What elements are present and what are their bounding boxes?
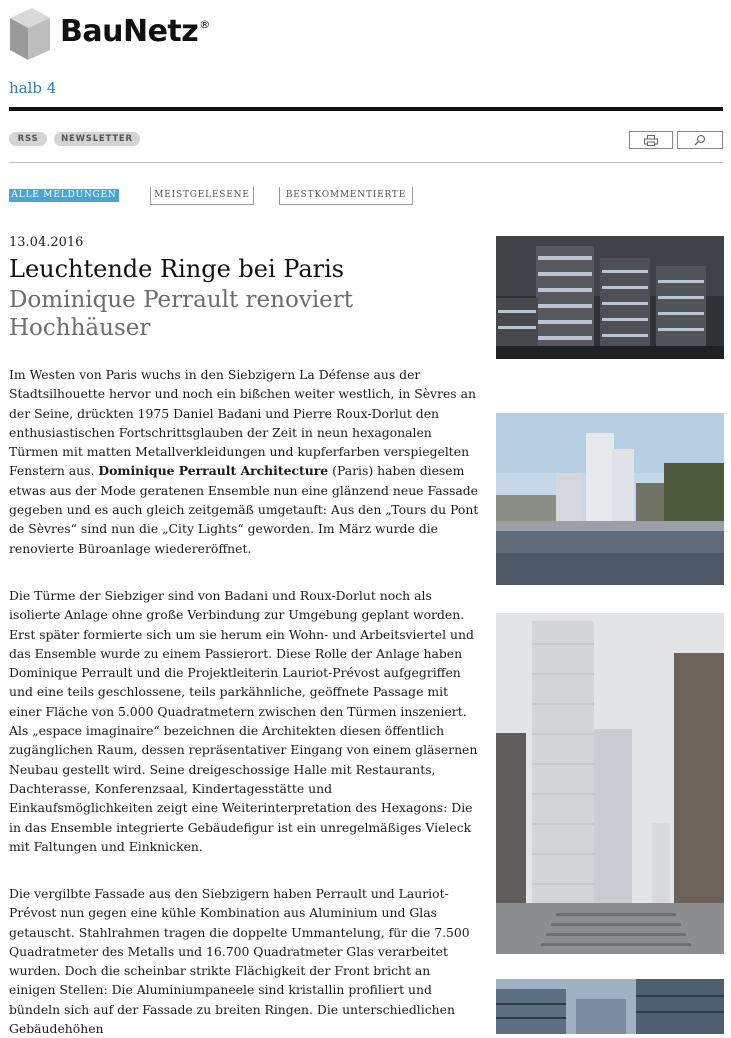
search-icon [694, 134, 706, 146]
print-button[interactable] [629, 131, 673, 149]
tab-meistgelesene[interactable]: MEISTGELESENE [150, 187, 254, 205]
article-paragraph-1 [9, 365, 479, 558]
registered-mark: ® [199, 18, 210, 31]
header-divider [9, 107, 723, 111]
paragraph-text: (Paris) haben diesem etwas aus der Mode geratenen Ensemble nun eine glänzend neue Fassade gegeben und es auch gleich zeitgemäß umgetauft: Aus den „Tours du Pont de Sèvres“ sind nun die „City Lights“ geworden. Im März wurde die renovierte Büroanlage wiedereröffnet. [9, 463, 479, 556]
newsletter-button[interactable]: NEWSLETTER [54, 132, 140, 146]
article-subtitle: Dominique Perrault renoviert Hochhäuser [9, 287, 354, 341]
logo-text: BauNetz [60, 14, 199, 49]
tab-alle-meldungen[interactable]: ALLE MELDUNGEN [9, 189, 119, 202]
article-date: 13.04.2016 [9, 235, 84, 250]
paragraph-text: Im Westen von Paris wuchs in den Siebzigern La Défense aus der Stadtsilhouette hervor und noch ein bißchen weiter westlich, in Sèvres an der Seine, drückten 1975 Daniel Badani und Pierre Roux-Dorlut den enthusiastischen Fortschrittsglauben der Zeit in neun hexagonalen Türmen mit matten Metallverkleidungen und kupferfarben verspiegelten Fenstern aus. [9, 367, 476, 479]
logo-wordmark[interactable] [60, 14, 210, 49]
article-paragraph-3: Die vergilbte Fassade aus den Siebzigern haben Perrault und Lauriot-Prévost nun gegen eine kühle Kombination aus Aluminium und Glas getauscht. Stahlrahmen tragen die doppelte Ummantelung, für die 7.500 Quadratmeter des Metalls und 16.700 Quadratmeter Glas verarbeitet wurden. Doch die scheinbar strikte Flächigkeit der Front bricht an einigen Stellen: Die Aluminiumpaneele sind kristallin profiliert und bündeln sich auf der Fassade zu breiten Ringen. Die unterschiedlichen Gebäudehöhen [9, 886, 470, 1037]
article-title: Leuchtende Ringe bei Paris [9, 255, 345, 283]
rss-button[interactable]: RSS [9, 132, 47, 146]
project-photo-river-view[interactable] [496, 413, 724, 585]
search-button[interactable] [677, 131, 723, 149]
article-paragraph-2: Die Türme der Siebziger sind von Badani und Roux-Dorlut noch als isolierte Anlage ohne große Verbindung zur Umgebung geplant worden. Erst später formierte sich um sie herum ein Wohn- und Arbeitsviertel und das Ensemble wurde zu einem Passierort. Diese Rolle der Anlage haben Dominique Perrault und die Projektleiterin Lauriot-Prévost aufgegriffen und eine teils geschlossene, teils parkähnliche, geöffnete Passage mit einer Fläche von 5.000 Quadratmetern zwischen den Türmen inszeniert. Als „espace imaginaire“ bezeichnen die Architekten diesen öffentlich zugänglichen Raum, dessen repräsentativer Eingang von einem gläsernen Neubau gestellt wird. Seine dreigeschossige Halle mit Restaurants, Dachterasse, Konferenzsaal, Kindertagesstätte und Einkaufsmöglichkeiten zeigt eine Weiterinterpretation des Hexagons: Die in das Ensemble integrierte Gebäudefigur ist ein unregelmäßiges Vieleck mit Faltungen und Einknicken. [9, 588, 478, 854]
project-photo-facade[interactable] [496, 979, 724, 1034]
architect-link[interactable]: Dominique Perrault Architecture [98, 463, 329, 479]
project-photo-staircase[interactable] [496, 613, 724, 954]
subsite-link[interactable]: halb 4 [9, 79, 57, 97]
toolbar-divider [9, 162, 723, 163]
baunetz-logo-icon[interactable] [8, 6, 52, 62]
project-photo-night-towers[interactable] [496, 236, 724, 359]
tab-bestkommentierte[interactable]: BESTKOMMENTIERTE [279, 187, 413, 205]
printer-icon [644, 135, 658, 146]
